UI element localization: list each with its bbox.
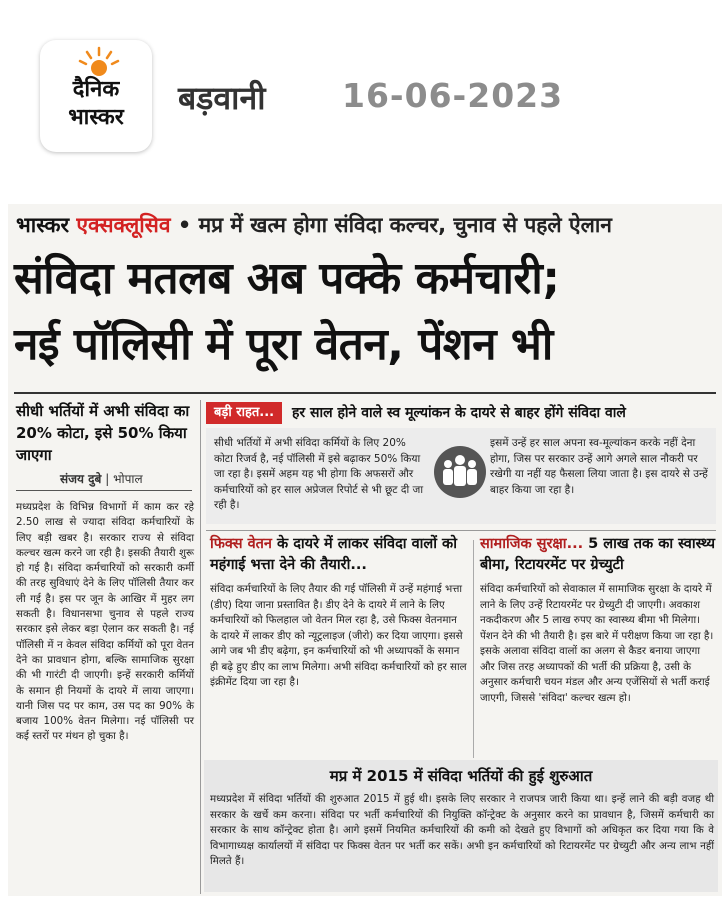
kicker-text: • मप्र में खत्म होगा संविदा कल्चर, चुनाव से पहले ऐलान	[177, 213, 612, 237]
kicker-exclusive: एक्सक्लूसिव	[76, 213, 171, 237]
section2-body: संविदा कर्मचारियों को सेवाकाल में सामाजिक सुरक्षा के दायरे में लाने के लिए उन्हें रिटायरमेंट पर ग्रेच्युटी दी जाएगी। अवकाश नकदीकरण और 5 लाख रुपए का स्वास्थ्य बीमा भी मिलेगा। पेंशन देने की भी तैयारी है। इस बारे में परीक्षण किया जा रहा है। इसके अलावा संविदा वालों का अलग से कैडर बनाया जाएगा और जिस तरह अध्यापकों की भर्ती की प्रक्रिया है, उसी के अनुसार कर्मचारी चयन मंडल और अन्य एजेंसियों से भर्ती कराई जाएगी, जिससे 'संविदा' कल्चर खत्म हो।	[480, 583, 714, 704]
section1-heading	[210, 534, 468, 576]
byline	[60, 470, 143, 487]
relief-header	[206, 400, 716, 426]
history-box-heading: मप्र में 2015 में संविदा भर्तियों की हुई शुरुआत	[329, 767, 593, 785]
column-divider	[200, 400, 201, 894]
byline-city: | भोपाल	[105, 472, 143, 486]
dainik-bhaskar-logo	[40, 40, 152, 152]
section2-heading-rest: 5 लाख तक का स्वास्थ्य बीमा, रिटायरमेंट पर ग्रेच्युटी	[480, 536, 715, 573]
relief-body-right: इसमें उन्हें हर साल अपना स्व-मूल्यांकन करके नहीं देना होगा, जिस पर सरकार उन्हें आगे अगले साल नौकरी पर रखेगी या नहीं यह फैसला लिया जाता है। इस दायरे से उन्हें बाहर किया जा रहा है।	[490, 437, 708, 496]
logo-line2: भास्कर	[68, 105, 124, 130]
left-subhead: सीधी भर्तियों में अभी संविदा का 20% कोटा, इसे 50% किया जाएगा	[16, 402, 190, 464]
section2-heading	[480, 534, 716, 576]
kicker-brand: भास्कर	[16, 213, 70, 237]
section-divider	[206, 530, 716, 531]
publish-date: 16-06-2023	[342, 76, 564, 115]
headline-line1: संविदा मतलब अब पक्के कर्मचारी;	[14, 253, 560, 304]
people-group-icon	[434, 446, 486, 498]
history-box-body: मध्यप्रदेश में संविदा भर्तियों की शुरुआत 2015 में हुई थी। इसके लिए सरकार ने राजपत्र जारी किया था। इन्हें लाने की बड़ी वजह थी सरकार के खर्चे कम करना। संविदा पर भर्ती कर्मचारियों की नियुक्ति कॉन्ट्रेक्ट के अनुसार करने का प्रावधान है, जिसमें कर्मचारी का सरकार के साथ कॉन्ट्रेक्ट होता है। आगे इसमें नियमित कर्मचारियों की कमी को देखते हुए विभागों को अधिकृत कर दिया गया कि वे विभागाध्यक्ष कार्यालयों में संविदा पर फिक्स वेतन पर भर्ती कर सकें। अभी इन कर्मचारियों को रिटायरमेंट पर ग्रेच्युटी और अन्य लाभ नहीं मिलते हैं।	[210, 793, 714, 868]
left-divider	[16, 490, 192, 491]
section1-heading-rest: के दायरे में लाकर संविदा वालों को महंगाई भत्ता देने की तैयारी...	[210, 536, 457, 573]
section-column-divider	[473, 540, 474, 758]
byline-name: संजय दुबे	[60, 472, 102, 486]
headline-line2: नई पॉलिसी में पूरा वेतन, पेंशन भी	[14, 319, 553, 370]
section2-heading-red: सामाजिक सुरक्षा...	[480, 536, 584, 552]
section1-body: संविदा कर्मचारियों के लिए तैयार की गई पॉलिसी में उन्हें महंगाई भत्ता (डीए) दिया जाना प्रस्तावित है। डीए देने के दायरे में लाने के लिए कर्मचारियों को फिलहाल जो वेतन मिल रहा है, उसे फिक्स वेतनमान के दायरे में लाकर डीए को न्यूट्रलाइज (जीरो) कर दिया जाएगा। इससे आगे जब भी डीए बढ़ेगा, इन कर्मचारियों को भी अध्यापकों के समान ही बढ़े हुए डीए का लाभ मिलेगा। अभी संविदा कर्मचारियों को हर साल इंक्रीमेंट दिया जा रहा है।	[210, 583, 467, 688]
kicker-line	[16, 208, 716, 242]
relief-body-left: सीधी भर्तियों में अभी संविदा कर्मियों के लिए 20% कोटा रिजर्व है, नई पॉलिसी में इसे बढ़ाकर 50% किया जा रहा है। इसमें अहम यह भी होगा कि अफसरों और कर्मचारियों को हर साल अप्रेजल रिपोर्ट से भी छूट दी जा रही है।	[214, 437, 424, 511]
section1-heading-red: फिक्स वेतन	[210, 536, 272, 552]
headline-rule	[14, 392, 716, 394]
relief-tag: बड़ी राहत...	[206, 402, 282, 424]
place-name: बड़वानी	[178, 79, 266, 117]
relief-headline: हर साल होने वाले स्व मूल्यांकन के दायरे से बाहर होंगे संविदा वाले	[292, 405, 626, 421]
left-body-text: मध्यप्रदेश के विभिन्न विभागों में काम कर रहे 2.50 लाख से ज्यादा संविदा कर्मचारियों के लिए बड़ी खबर है। सरकार राज्य से संविदा कल्चर खत्म करने जा रही है। इसकी तैयारी शुरू हो गई है। संविदा कर्मचारियों को सरकारी कर्मी की तरह सुविधाएं देने के लिए पॉलिसी तैयार कर ली गई है। इस पर जून के आखिर में मुहर लग सकती है। विधानसभा चुनाव से पहले राज्य सरकार इसे लेकर बड़ा ऐलान कर सकती है। नई पॉलिसी में न केवल संविदा कर्मियों को पूरा वेतन देने का प्रावधान होगा, बल्कि सामाजिक सुरक्षा की भी गारंटी दी जाएगी। इन्हें सरकारी कर्मियों के समान ही नियमों के दायरे में लाया जाएगा। यानी जिस पद पर काम, उस पद का 90% के बजाय 100% वेतन मिलेगा। नई पॉलिसी पर कई स्तरों पर मंथन हो चुका है।	[16, 501, 194, 743]
sun-logo-icon	[76, 46, 122, 76]
logo-line1: दैनिक	[72, 77, 120, 102]
